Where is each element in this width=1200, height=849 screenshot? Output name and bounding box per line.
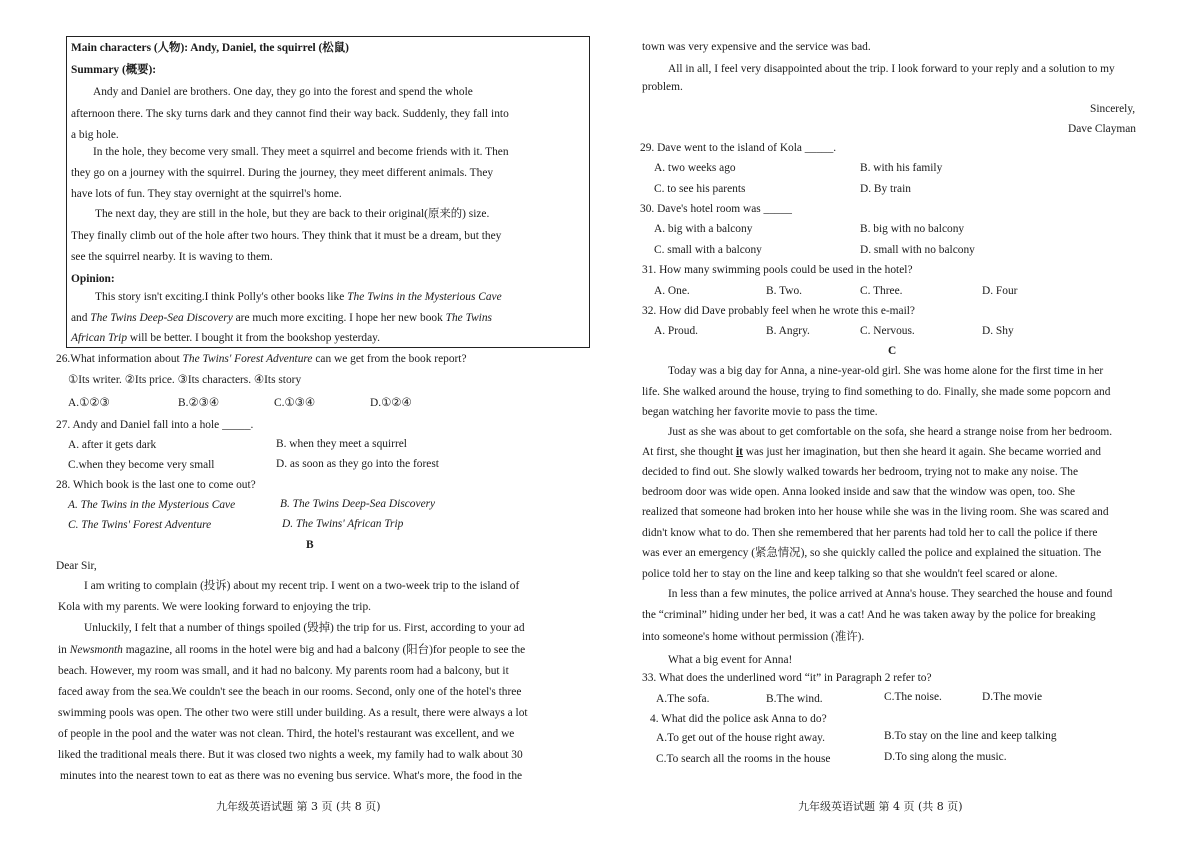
q26-option-b[interactable]: B.②③④: [178, 397, 220, 409]
q32-option-c[interactable]: C. Nervous.: [860, 325, 915, 337]
q29-option-b[interactable]: B. with his family: [860, 162, 943, 174]
summary-line-1: Andy and Daniel are brothers. One day, they go into the forest and spend the whole: [93, 86, 473, 98]
q34-option-c[interactable]: C.To search all the rooms in the house: [656, 753, 831, 765]
q27-option-a[interactable]: A. after it gets dark: [68, 439, 157, 451]
right-page: [638, 0, 1144, 849]
q31-option-b[interactable]: B. Two.: [766, 285, 803, 297]
section-b-heading: B: [306, 539, 314, 551]
passage-b-line-3: Unluckily, I felt that a number of things spoiled (毁掉) the trip for us. First, according to your ad: [84, 622, 525, 634]
question-26: 26.What information about The Twins' Forest Adventure can we get from the book report?: [56, 353, 467, 365]
passage-c-line-6: decided to find out. She slowly walked towards her bedroom, trying not to make any noise. The: [642, 466, 1079, 478]
question-26-items: ①Its writer. ②Its price. ③Its characters. ④Its story: [68, 374, 302, 386]
section-c-heading: C: [888, 345, 897, 357]
q30-option-d[interactable]: D. small with no balcony: [860, 244, 975, 256]
passage-c-line-1: Today was a big day for Anna, a nine-year-old girl. She was home alone for the first time in her: [668, 365, 1104, 377]
passage-c-line-10: was ever an emergency (紧急情况), so she quickly called the police and explained the situation. The: [642, 547, 1102, 559]
summary-line-3: a big hole.: [71, 129, 119, 141]
letter-signature: Dave Clayman: [1068, 123, 1137, 135]
passage-b-line-1: I am writing to complain (投诉) about my recent trip. I went on a two-week trip to the island of: [84, 580, 520, 592]
question-30: 30. Dave's hotel room was _____: [640, 203, 793, 215]
passage-b-line-13: problem.: [642, 81, 683, 93]
page-footer-3: 九年级英语试题 第 3 页 (共 8 页): [216, 800, 381, 813]
passage-c-line-5: At first, she thought it was just her imagination, but then she heard it again. She became worried and: [642, 446, 1102, 458]
q29-option-c[interactable]: C. to see his parents: [654, 183, 746, 195]
summary-line-6: have lots of fun. They stay overnight at the squirrel's home.: [71, 188, 342, 200]
passage-b-line-11: town was very expensive and the service was bad.: [642, 41, 871, 53]
summary-line-8: They finally climb out of the hole after two hours. They think that it must be a dream, but they: [71, 230, 502, 242]
q30-option-a[interactable]: A. big with a balcony: [654, 223, 753, 235]
passage-c-line-4: Just as she was about to get comfortable on the sofa, she heard a strange noise from her bedroom.: [668, 426, 1113, 438]
q31-option-d[interactable]: D. Four: [982, 285, 1018, 297]
summary-label: Summary (概要):: [71, 64, 157, 76]
passage-b-line-8: of people in the pool and the water was not clean. Third, the hotel's restaurant was excellent, and we: [58, 728, 515, 740]
passage-b-line-2: Kola with my parents. We were looking forward to enjoying the trip.: [58, 601, 371, 613]
passage-c-line-2: life. She walked around the house, trying to find something to do. Finally, she made some popcorn and: [642, 386, 1111, 398]
question-28: 28. Which book is the last one to come out?: [56, 479, 256, 491]
passage-c-line-13: the “criminal” hiding under her bed, it was a cat! And he was taken away by the police for breaking: [642, 609, 1096, 621]
q34-option-d[interactable]: D.To sing along the music.: [884, 751, 1007, 763]
q30-option-c[interactable]: C. small with a balcony: [654, 244, 762, 256]
q31-option-a[interactable]: A. One.: [654, 285, 690, 297]
opinion-line-1: This story isn't exciting.I think Polly's other books like The Twins in the Mysterious Cave: [95, 291, 502, 303]
page-footer-4: 九年级英语试题 第 4 页 (共 8 页): [798, 800, 963, 813]
q27-option-c[interactable]: C.when they become very small: [68, 459, 215, 471]
underlined-word-it: it: [735, 446, 743, 458]
q33-option-b[interactable]: B.The wind.: [766, 693, 823, 705]
main-characters: Main characters (人物): Andy, Daniel, the squirrel (松鼠): [71, 42, 349, 54]
summary-line-7: The next day, they are still in the hole, but they are back to their original(原来的) size.: [95, 208, 490, 220]
passage-c-line-9: didn't know what to do. Then she remembered that her parents had told her to call the police if there: [642, 527, 1098, 539]
question-29: 29. Dave went to the island of Kola _____.: [640, 142, 837, 154]
passage-c-line-7: bedroom door was wide open. Anna looked inside and saw that the window was open, too. She: [642, 486, 1076, 498]
question-31: 31. How many swimming pools could be used in the hotel?: [642, 264, 913, 276]
q26-option-d[interactable]: D.①②④: [370, 397, 412, 409]
q27-option-b[interactable]: B. when they meet a squirrel: [276, 438, 407, 450]
passage-b-line-7: swimming pools was open. The other two were still under building. As a result, there were always a lot: [58, 707, 528, 719]
letter-closing: Sincerely,: [1090, 103, 1136, 115]
q28-option-b[interactable]: B. The Twins Deep-Sea Discovery: [280, 498, 436, 510]
q33-option-d[interactable]: D.The movie: [982, 691, 1043, 703]
passage-b-line-6: faced away from the sea.We couldn't see the beach in our rooms. Second, only one of the hotel's three: [58, 686, 522, 698]
passage-b-line-5: beach. However, my room was small, and it had no balcony. My parents room had a balcony, but it: [58, 665, 509, 677]
q32-option-b[interactable]: B. Angry.: [766, 325, 810, 337]
q27-option-d[interactable]: D. as soon as they go into the forest: [276, 458, 439, 470]
q34-option-a[interactable]: A.To get out of the house right away.: [656, 732, 825, 744]
passage-c-line-8: realized that someone had broken into her house while she was in the living room. She was scared and: [642, 506, 1109, 518]
opinion-line-2: and The Twins Deep-Sea Discovery are much more exciting. I hope her new book The Twins: [71, 312, 492, 324]
opinion-label: Opinion:: [71, 273, 115, 285]
opinion-line-3: African Trip will be better. I bought it from the bookshop yesterday.: [71, 332, 380, 344]
q28-option-d[interactable]: D. The Twins' African Trip: [282, 518, 404, 530]
question-33: 33. What does the underlined word “it” in Paragraph 2 refer to?: [642, 672, 932, 684]
q29-option-a[interactable]: A. two weeks ago: [654, 162, 736, 174]
summary-line-5: they go on a journey with the squirrel. During the journey, they meet different animals. They: [71, 167, 494, 179]
q26-option-c[interactable]: C.①③④: [274, 397, 316, 409]
passage-b-line-4: in Newsmonth magazine, all rooms in the hotel were big and had a balcony (阳台)for people to see the: [58, 644, 526, 656]
q31-option-c[interactable]: C. Three.: [860, 285, 903, 297]
q26-option-a[interactable]: A.①②③: [68, 397, 110, 409]
summary-line-4: In the hole, they become very small. They meet a squirrel and become friends with it. Then: [93, 146, 509, 158]
q29-option-d[interactable]: D. By train: [860, 183, 911, 195]
question-27: 27. Andy and Daniel fall into a hole _____.: [56, 419, 254, 431]
passage-c-line-14: into someone's home without permission (准许).: [642, 631, 865, 643]
summary-line-9: see the squirrel nearby. It is waving to them.: [71, 251, 273, 263]
q32-option-d[interactable]: D. Shy: [982, 325, 1014, 337]
passage-c-line-11: police told her to stay on the line and keep talking so that she wouldn't feel scared or alone.: [642, 568, 1058, 580]
letter-salutation: Dear Sir,: [56, 560, 97, 572]
book-report-box: [66, 36, 590, 348]
passage-c-line-3: began watching her favorite movie to pass the time.: [642, 406, 878, 418]
q33-option-c[interactable]: C.The noise.: [884, 691, 942, 703]
passage-c-line-15: What a big event for Anna!: [668, 654, 793, 666]
passage-b-line-10: minutes into the nearest town to eat as there was no evening bus service. What's more, the food in the: [60, 770, 523, 782]
summary-line-2: afternoon there. The sky turns dark and they cannot find their way back. Suddenly, they fall into: [71, 108, 509, 120]
passage-c-line-12: In less than a few minutes, the police arrived at Anna's house. They searched the house and found: [668, 588, 1113, 600]
passage-b-line-12: All in all, I feel very disappointed about the trip. I look forward to your reply and a solution to my: [668, 63, 1115, 75]
q32-option-a[interactable]: A. Proud.: [654, 325, 698, 337]
question-32: 32. How did Dave probably feel when he wrote this e-mail?: [642, 305, 915, 317]
passage-b-line-9: liked the traditional meals there. But it was closed two nights a week, my family had to walk about 30: [58, 749, 523, 761]
left-page: [48, 0, 608, 849]
q28-option-a[interactable]: A. The Twins in the Mysterious Cave: [68, 499, 236, 511]
q33-option-a[interactable]: A.The sofa.: [656, 693, 710, 705]
q34-option-b[interactable]: B.To stay on the line and keep talking: [884, 730, 1057, 742]
question-34: 4. What did the police ask Anna to do?: [650, 713, 827, 725]
q28-option-c[interactable]: C. The Twins' Forest Adventure: [68, 519, 212, 531]
q30-option-b[interactable]: B. big with no balcony: [860, 223, 965, 235]
